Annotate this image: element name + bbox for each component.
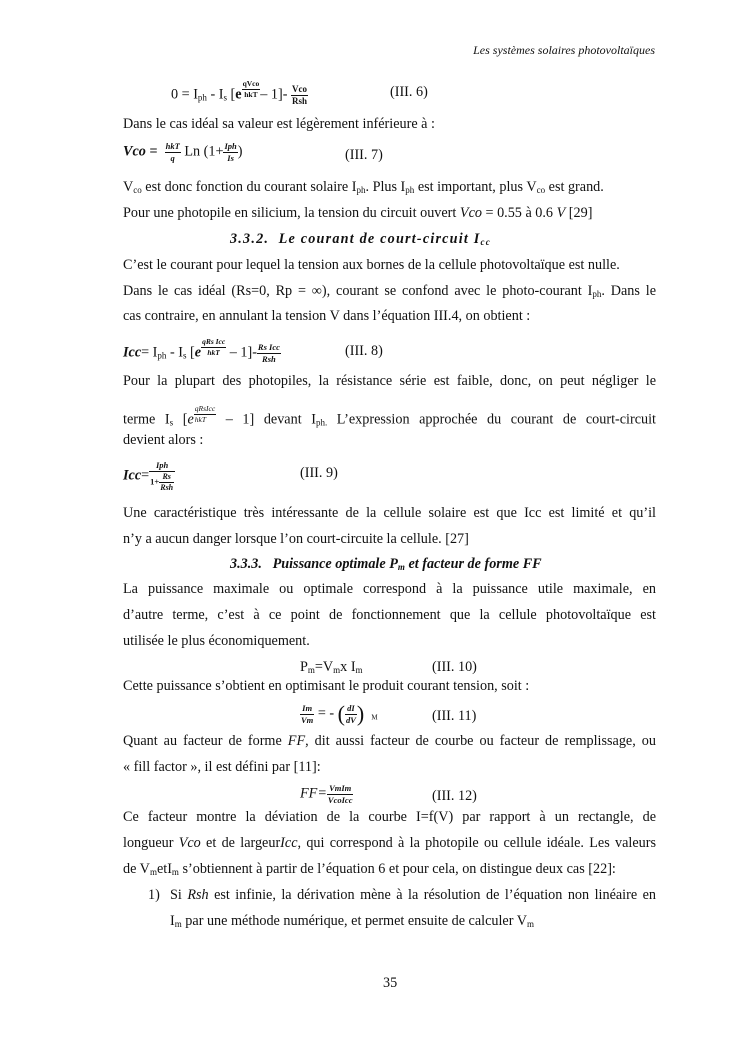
equation-label-III-12: (III. 12)	[432, 788, 477, 804]
paragraph-devient: devient alors :	[123, 432, 204, 448]
paragraph-cc-line-3: cas contraire, en annulant la tension V dans l’équation III.4, on obtient :	[123, 308, 531, 324]
paragraph-caracteristique-2: n’y a aucun danger lorsque l’on court-circuite la cellule. [27]	[123, 531, 469, 547]
paragraph-vco: $V_{co}$ est donc fonction du courant solaire $I_{ph}$. Plus $I_{ph}$ est important, plus $V_{co}$ est grand.	[123, 179, 604, 195]
equation-III-11: $\frac{Im}{Vm}$ = - ( $\frac{dI}{dV}$ ) $_M$	[301, 701, 378, 726]
paragraph-puissance-2: d’autre terme, c’est à ce point de fonctionnement que la cellule photovoltaïque est	[123, 607, 656, 623]
equation-label-III-6: (III. 6)	[390, 84, 428, 100]
paragraph-most-photopiles: Pour la plupart des photopiles, la résistance série est faible, donc, on peut négliger le	[123, 373, 656, 389]
list-item-marker: 1)	[148, 887, 160, 903]
paragraph-deviation-2: longueur Vco et de largeurIcc, qui correspond à la photopile ou cellule idéale. Les valeurs	[123, 835, 656, 851]
paragraph-caracteristique-1: Une caractéristique très intéressante de la cellule solaire est que Icc est limité et qu’il	[123, 505, 656, 521]
equation-III-12: FF= $\frac{\text{VmIm}}{\text{VcoIcc}}$	[300, 783, 353, 805]
page-number: 35	[383, 975, 398, 991]
equation-III-7: Vco = $\frac{\text{hkT}}{q}$ Ln (1+ $\frac{\text{Iph}}{Is}$ )	[123, 141, 243, 163]
paragraph-silicon: Pour une photopile en silicium, la tension du circuit ouvert Vco = 0.55 à 0.6 V [29]	[123, 205, 593, 221]
equation-III-10: $P_m=V_mx$ $I_m$	[300, 659, 363, 675]
paragraph-optimisation: Cette puissance s’obtient en optimisant le produit courant tension, soit :	[123, 678, 530, 694]
equation-label-III-7: (III. 7)	[345, 147, 383, 163]
paragraph-cc-line-1: C’est le courant pour lequel la tension aux bornes de la cellule photovoltaïque est nulle.	[123, 257, 620, 273]
equation-III-8: $Icc= I_{ph} - I_s$ [e $\frac{\text{qRs Icc}}{\text{hkT}}$ – 1]- $\frac{\text{Rs Icc}}{\text{Rsh}}$	[123, 337, 280, 364]
equation-III-6: $0 = I_{ph} - I_s$ [e $\frac{\text{qVco}}{\text{hkT}}$ – 1]- $\frac{\text{Vco}}{\text{Rsh}}$	[171, 79, 307, 106]
paragraph-deviation-1: Ce facteur montre la déviation de la courbe I=f(V) par rapport à un rectangle, de	[123, 809, 656, 825]
list-item-1-line-1: Si Rsh est infinie, la dérivation mène à la résolution de l’équation non linéaire en	[170, 887, 656, 903]
equation-III-9: Icc= Iph 1+ $\frac{Rs}{\text{Rsh}}$	[123, 460, 174, 492]
equation-label-III-10: (III. 10)	[432, 659, 477, 675]
paragraph-facteur-forme-1: Quant au facteur de forme FF, dit aussi facteur de courbe ou facteur de remplissage, ou	[123, 733, 656, 749]
running-header: Les systèmes solaires photovoltaïques	[473, 43, 655, 57]
list-item-1-line-2: $I_m$ par une méthode numérique, et permet ensuite de calculer $V_m$	[170, 913, 534, 929]
section-heading-3-3-3: 3.3.3. Puissance optimale $P_m$ et facteur de forme FF	[230, 556, 542, 572]
equation-label-III-8: (III. 8)	[345, 343, 383, 359]
paragraph-facteur-forme-2: « fill factor », il est défini par [11]:	[123, 759, 321, 775]
paragraph-cc-line-2: Dans le cas idéal (Rs=0, Rp = ∞), courant se confond avec le photo-courant $I_{ph}$. Dans le	[123, 283, 656, 299]
paragraph-deviation-3: de $V_metI_m$ s’obtiennent à partir de l’équation 6 et pour cela, on distingue deux cas [22]:	[123, 861, 616, 877]
paragraph-puissance-1: La puissance maximale ou optimale correspond à la puissance utile maximale, en	[123, 581, 656, 597]
paragraph-term: terme $I_s$ [e $\frac{\text{qRsIcc}}{\text{hkT}}$ – 1] devant $I_{ph.}$ L’expression approchée du courant de court-circuit	[123, 404, 656, 428]
section-heading-3-3-2: 3.3.2. Le courant de court-circuit $I_{cc}$	[230, 231, 491, 247]
equation-label-III-9: (III. 9)	[300, 465, 338, 481]
paragraph-ideal-case: Dans le cas idéal sa valeur est légèrement inférieure à :	[123, 116, 435, 132]
paragraph-puissance-3: utilisée le plus économiquement.	[123, 633, 310, 649]
equation-label-III-11: (III. 11)	[432, 708, 477, 724]
